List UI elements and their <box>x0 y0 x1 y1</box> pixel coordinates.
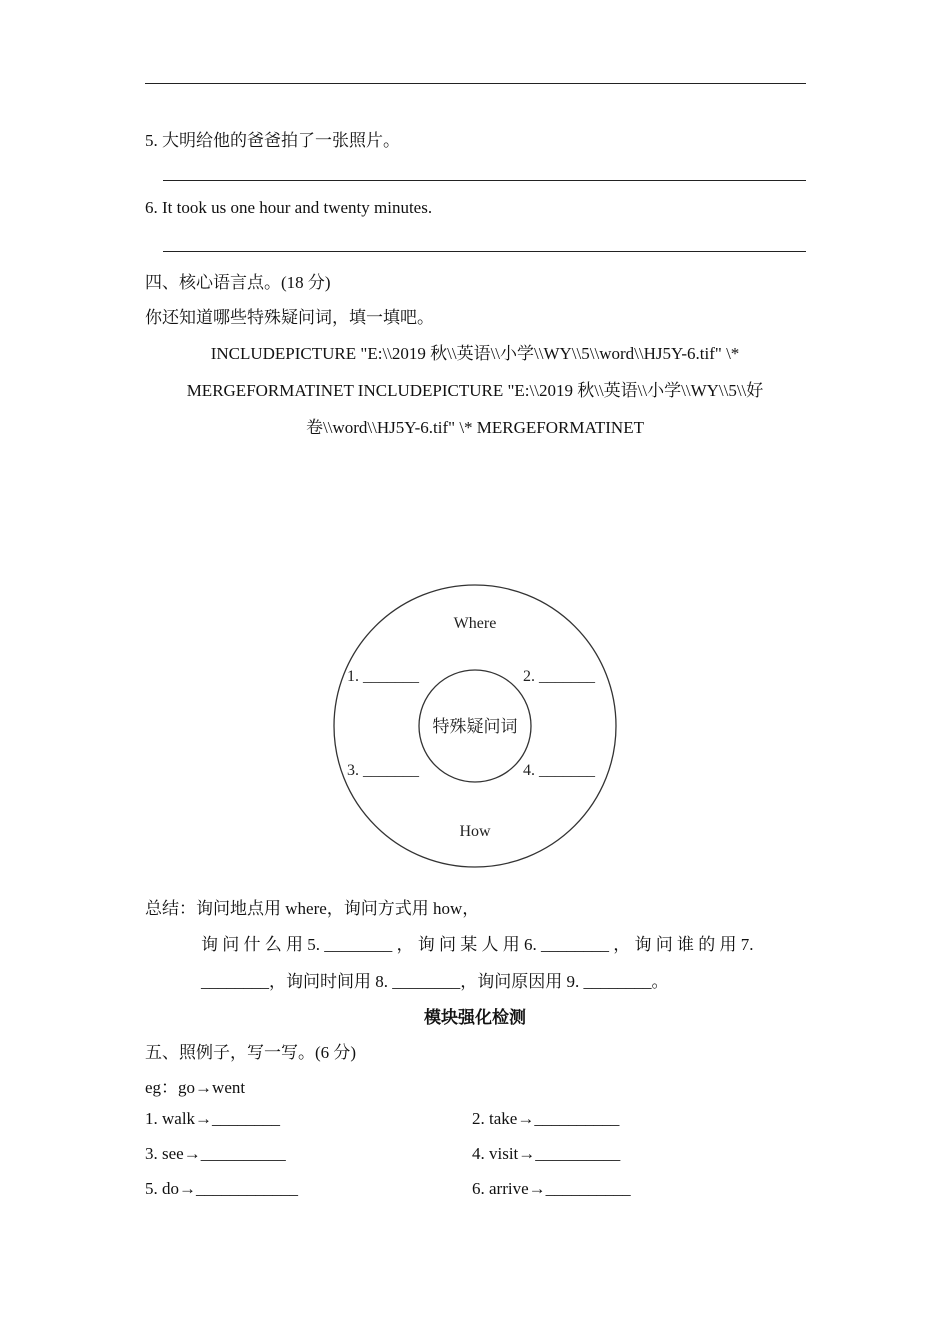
answer-line-top <box>145 83 806 84</box>
section-5-item-1: 1. walk→________ <box>145 1109 281 1128</box>
diagram-center-label: 特殊疑问词 <box>432 717 518 736</box>
section-5-item-2: 2. take→__________ <box>472 1109 620 1128</box>
module-title: 模块强化检测 <box>424 1008 526 1027</box>
answer-line-q6[interactable] <box>163 251 806 252</box>
answer-line-q5[interactable] <box>163 180 806 181</box>
section-5-item-3: 3. see→__________ <box>145 1144 286 1163</box>
field-code-line-3: 卷\\word\\HJ5Y-6.tif" \* MERGEFORMATINET <box>306 418 644 437</box>
summary-line-2: 询 问 什 么 用 5. ________ ， 询 问 某 人 用 6. ________ ， 询 问 谁 的 用 7. <box>201 935 754 954</box>
section-5-heading: 五、照例子，写一写。(6 分) <box>145 1043 357 1062</box>
question-5-prompt: 5. 大明给他的爸爸拍了一张照片。 <box>145 131 400 150</box>
diagram-bottom-label: How <box>459 823 491 840</box>
question-word-diagram <box>330 583 622 873</box>
section-4-heading: 四、核心语言点。(18 分) <box>145 273 331 292</box>
summary-line-3: ________，询问时间用 8. ________，询问原因用 9. ________。 <box>201 972 669 991</box>
diagram-blank-2: 2. _______ <box>523 668 595 685</box>
section-5-example: eg：go→went <box>145 1078 246 1097</box>
diagram-blank-1: 1. _______ <box>347 668 419 685</box>
field-code-line-1: INCLUDEPICTURE "E:\\2019 秋\\英语\\小学\\WY\\5\\word\\HJ5Y-6.tif" \* <box>210 344 740 363</box>
section-4-instruction: 你还知道哪些特殊疑问词，填一填吧。 <box>145 308 434 327</box>
section-5-item-6: 6. arrive→__________ <box>472 1179 631 1198</box>
diagram-blank-4: 4. _______ <box>523 762 595 779</box>
question-6-prompt: 6. It took us one hour and twenty minutes. <box>145 198 433 217</box>
section-5-item-4: 4. visit→__________ <box>472 1144 621 1163</box>
diagram-blank-3: 3. _______ <box>347 762 419 779</box>
summary-line-1: 总结：询问地点用 where，询问方式用 how， <box>145 899 480 918</box>
section-5-item-5: 5. do→____________ <box>145 1179 298 1198</box>
field-code-line-2: MERGEFORMATINET INCLUDEPICTURE "E:\\2019 秋\\英语\\小学\\WY\\5\\好 <box>186 381 764 400</box>
diagram-top-label: Where <box>453 615 497 632</box>
